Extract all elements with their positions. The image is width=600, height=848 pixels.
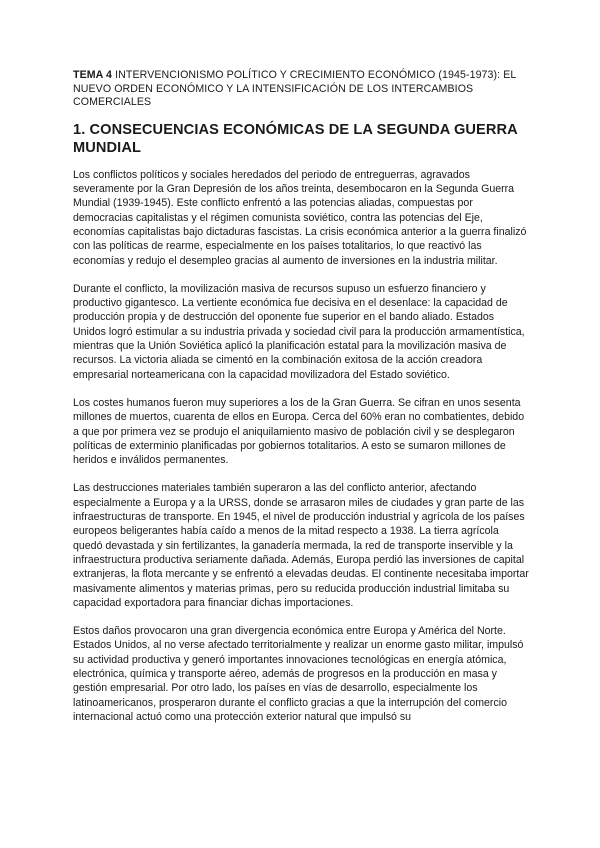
paragraph-2: Durante el conflicto, la movilización masiva de recursos supuso un esfuerzo financiero y productivo gigantesco. La vertiente económica fue decisiva en el desenlace: la capacidad de producción propia y de destrucción del oponente fue superior en el bando aliado. Estados Unidos logró estimular a su industria privada y sociedad civil para la producción armamentística, mientras que la Unión Soviética aplicó la planificación estatal para la movilización masiva de recursos. La victoria aliada se cimentó en la combinación exitosa de la acción creadora empresarial norteamericana con la capacidad movilizadora del Estado soviético. xyxy=(73,282,525,381)
paragraph-5: Estos daños provocaron una gran divergencia económica entre Europa y América del Norte. Estados Unidos, al no verse afectado territorialmente y realizar un enorme gasto militar, impulsó su actividad productiva y generó importantes innovaciones tecnológicas en energía atómica, electrónica, química y transporte aéreo, además de progresos en la producción en masa y gestión empresarial. Por otro lado, los países en vías de desarrollo, especialmente los latinoamericanos, prosperaron durante el conflicto gracias a que la interrupción del comercio internacional actuó como una protección exterior natural que impulsó su xyxy=(73,625,524,723)
paragraph-3: Los costes humanos fueron muy superiores a los de la Gran Guerra. Se cifran en unos sesenta millones de muertos, cuarenta de ellos en Europa. Cerca del 60% eran no combatientes, debido a que por primera vez se produjo el aniquilamiento masivo de población civil y se desplegaron políticas de exterminio planificadas por gobiernos totalitarios. A esto se sumaron millones de heridos e inválidos permanentes. xyxy=(73,396,525,467)
topic-heading xyxy=(73,69,529,110)
document-page xyxy=(73,69,529,738)
paragraph-4: Las destrucciones materiales también superaron a las del conflicto anterior, afectando especialmente a Europa y a la URSS, donde se arrasaron miles de ciudades y gran parte de las infraestructuras de transporte. En 1945, el nivel de producción industrial y agrícola de los países europeos beligerantes había caído a menos de la mitad respecto a 1938. La tierra agrícola quedó devastada y sin fertilizantes, la ganadería mermada, la red de transporte inservible y la infraestructura productiva seriamente dañada. Además, Europa perdió las inversiones de capital extranjeras, la flota mercante y se enfrentó a elevadas deudas. El continente necesitaba importar masivamente alimentos y materias primas, pero su reducida producción industrial limitaba su capacidad exportadora para financiar dichas importaciones. xyxy=(73,482,529,609)
section-title: 1. CONSECUENCIAS ECONÓMICAS DE LA SEGUNDA GUERRA MUNDIAL xyxy=(73,121,518,157)
paragraph-1: Los conflictos políticos y sociales heredados del periodo de entreguerras, agravados severamente por la Gran Depresión de los años treinta, desembocaron en la Segunda Guerra Mundial (1939-1945). Este conflicto enfrentó a las potencias aliadas, compuestas por democracias capitalistas y el régimen comunista soviético, contra las potencias del Eje, economías capitalistas bajo dictaduras fascistas. La crisis económica anterior a la guerra finalizó con las políticas de rearme, especialmente en los países totalitarios, lo que reactivó las economías y redujo el desempleo gracias al aumento de inversiones en la industria militar. xyxy=(73,168,527,267)
topic-label: TEMA 4 xyxy=(73,69,113,81)
topic-title: INTERVENCIONISMO POLÍTICO Y CRECIMIENTO ECONÓMICO (1945-1973): EL NUEVO ORDEN ECONÓMICO Y LA INTENSIFICACIÓN DE LOS INTERCAMBIOS COMERCIALES xyxy=(73,69,517,109)
